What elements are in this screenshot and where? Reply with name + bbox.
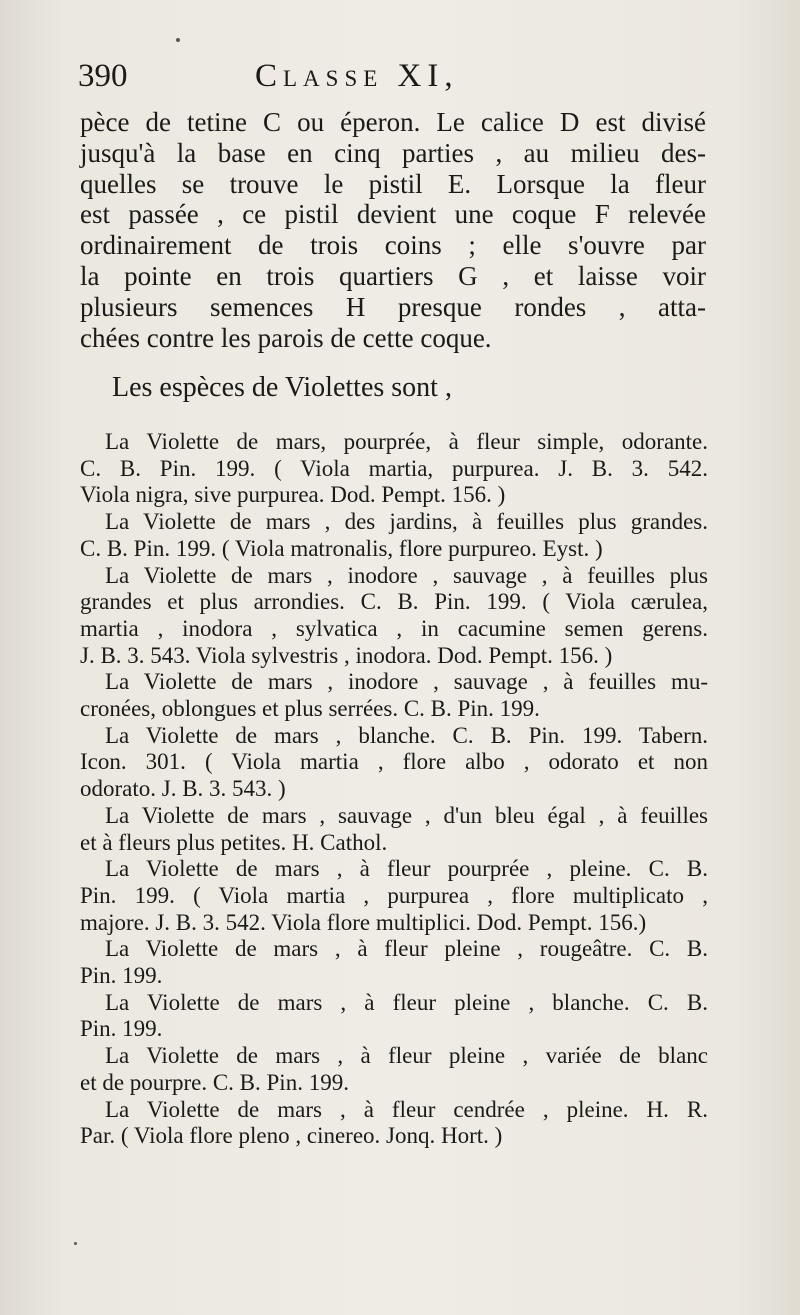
- entry-line: Par. ( Viola flore pleno , cinereo. Jonq. Hort. ): [80, 1123, 503, 1149]
- entry-line: C. B. Pin. 199. ( Viola martia, purpurea. J. B. 3. 542.: [80, 455, 708, 481]
- ink-speck: [176, 38, 180, 42]
- species-entry: [80, 1043, 708, 1096]
- entry-line: La Violette de mars , à fleur cendrée , pleine. H. R.: [105, 1096, 708, 1122]
- paragraph-line: pèce de tetine C ou éperon. Le calice D est divisé: [80, 107, 706, 137]
- species-entry: [80, 803, 708, 856]
- entry-line: La Violette de mars , des jardins, à feuilles plus grandes.: [105, 509, 708, 535]
- species-entry: [80, 856, 708, 936]
- entry-line: C. B. Pin. 199. ( Viola matronalis, flore purpureo. Eyst. ): [80, 535, 603, 561]
- species-entry: [80, 723, 708, 803]
- running-header: [78, 58, 730, 98]
- species-list: [80, 429, 708, 1150]
- entry-line: Viola nigra, sive purpurea. Dod. Pempt. 156. ): [80, 482, 506, 508]
- species-entry: [80, 1097, 708, 1150]
- paragraph-line: jusqu'à la base en cinq parties , au milieu des-: [80, 137, 706, 168]
- species-entry: [80, 429, 708, 509]
- species-heading: Les espèces de Violettes sont ,: [112, 372, 452, 403]
- running-title: Classe XI,: [255, 58, 459, 94]
- entry-line: La Violette de mars , inodore , sauvage , à feuilles mu-: [105, 669, 708, 695]
- paragraph-line: chées contre les parois de cette coque.: [80, 322, 492, 353]
- entry-line: La Violette de mars , à fleur pleine , variée de blanc: [105, 1043, 708, 1069]
- paragraph-line: ordinairement de trois coins ; elle s'ouvre par: [80, 230, 706, 261]
- entry-line: Pin. 199.: [80, 963, 163, 989]
- entry-line: martia , inodora , sylvatica , in cacumine semen gerens.: [80, 615, 708, 641]
- entry-line: La Violette de mars , inodore , sauvage , à feuilles plus: [105, 562, 708, 588]
- ink-speck: [74, 1242, 77, 1245]
- description-paragraph: [80, 107, 706, 353]
- entry-line: J. B. 3. 543. Viola sylvestris , inodora. Dod. Pempt. 156. ): [80, 642, 613, 668]
- entry-line: La Violette de mars , sauvage , d'un bleu égal , à feuilles: [105, 802, 708, 828]
- page-number: 390: [78, 58, 128, 94]
- entry-line: majore. J. B. 3. 542. Viola flore multiplici. Dod. Pempt. 156.): [80, 909, 647, 935]
- species-entry: [80, 936, 708, 989]
- entry-line: La Violette de mars , blanche. C. B. Pin. 199. Tabern.: [105, 722, 708, 748]
- entry-line: La Violette de mars , à fleur pleine , rougeâtre. C. B.: [105, 936, 708, 962]
- paragraph-line: la pointe en trois quartiers G , et laisse voir: [80, 260, 706, 291]
- species-entry: [80, 509, 708, 562]
- paragraph-line: est passée , ce pistil devient une coque F relevée: [80, 199, 706, 230]
- entry-line: grandes et plus arrondies. C. B. Pin. 199. ( Viola cærulea,: [80, 589, 708, 615]
- species-entry: [80, 669, 708, 722]
- entry-line: La Violette de mars , à fleur pourprée , pleine. C. B.: [105, 856, 708, 882]
- entry-line: Icon. 301. ( Viola martia , flore albo , odorato et non: [80, 749, 708, 775]
- species-entry: [80, 563, 708, 670]
- species-entry: [80, 990, 708, 1043]
- paragraph-line: quelles se trouve le pistil E. Lorsque la fleur: [80, 168, 706, 199]
- entry-line: La Violette de mars , à fleur pleine , blanche. C. B.: [105, 989, 708, 1015]
- entry-line: Pin. 199.: [80, 1016, 163, 1042]
- entry-line: cronées, oblongues et plus serrées. C. B. Pin. 199.: [80, 696, 540, 722]
- entry-line: La Violette de mars, pourprée, à fleur simple, odorante.: [105, 429, 708, 454]
- entry-line: et à fleurs plus petites. H. Cathol.: [80, 829, 388, 855]
- paragraph-line: plusieurs semences H presque rondes , atta-: [80, 291, 706, 322]
- entry-line: Pin. 199. ( Viola martia , purpurea , flore multiplicato ,: [80, 882, 708, 908]
- entry-line: et de pourpre. C. B. Pin. 199.: [80, 1069, 349, 1095]
- entry-line: odorato. J. B. 3. 543. ): [80, 776, 286, 802]
